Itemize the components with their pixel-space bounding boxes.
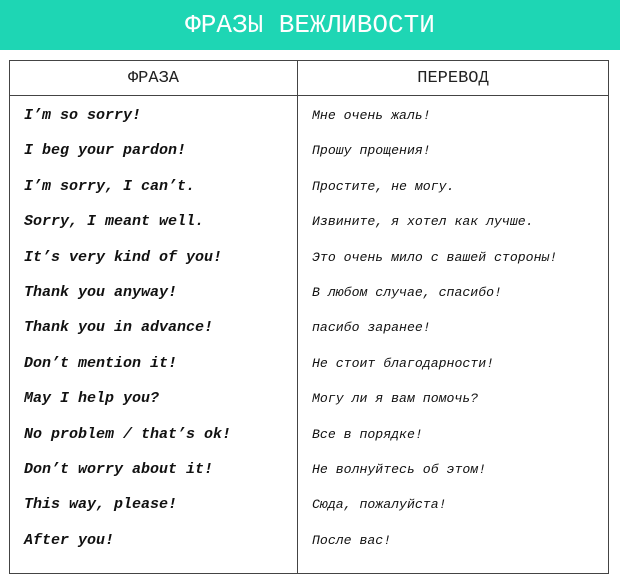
- table-row: [10, 454, 608, 489]
- table-row: [10, 348, 608, 383]
- phrase-ru: Это очень мило с вашей стороны!: [312, 249, 558, 265]
- phrase-en: May I help you?: [24, 390, 160, 408]
- page-title: ФРАЗЫ ВЕЖЛИВОСТИ: [185, 10, 435, 40]
- phrase-en: Thank you anyway!: [24, 283, 178, 301]
- phrase-ru: Могу ли я вам помочь?: [312, 391, 479, 407]
- phrase-en: I’m so sorry!: [24, 107, 142, 124]
- phrase-ru: Сюда, пожалуйста!: [312, 497, 447, 513]
- phrase-en: Sorry, I meant well.: [24, 213, 205, 231]
- table-row: [10, 489, 608, 524]
- table-header: [10, 61, 608, 96]
- phrase-ru: В любом случае, спасибо!: [312, 284, 502, 300]
- phrase-en: Don’t worry about it!: [24, 460, 214, 478]
- header-phrase: ФРАЗА: [127, 68, 179, 88]
- table-row: [10, 100, 608, 135]
- phrase-en: Thank you in advance!: [24, 319, 214, 337]
- phrase-en: Don’t mention it!: [24, 354, 178, 372]
- phrase-ru: Не волнуйтесь об этом!: [312, 461, 487, 477]
- table-row: [10, 171, 608, 206]
- table-row: [10, 419, 608, 454]
- phrase-en: I’m sorry, I can’t.: [24, 177, 196, 195]
- title-banner: [0, 0, 620, 50]
- phrase-ru: Прошу прощения!: [312, 143, 431, 159]
- phrase-ru: Все в порядке!: [312, 426, 423, 442]
- table-row: [10, 312, 608, 347]
- phrase-ru: пасибо заранее!: [312, 320, 431, 336]
- phrases-table: [9, 60, 609, 574]
- header-translation: ПЕРЕВОД: [417, 68, 489, 88]
- table-row: [10, 277, 608, 312]
- table-row: [10, 242, 608, 277]
- phrase-en: After you!: [24, 531, 115, 549]
- table-row: [10, 383, 608, 418]
- phrase-en: This way, please!: [24, 496, 178, 514]
- table-row: [10, 525, 608, 560]
- phrase-en: It’s very kind of you!: [24, 248, 223, 266]
- phrase-ru: Простите, не могу.: [312, 178, 455, 194]
- phrase-ru: Не стоит благодарности!: [312, 355, 495, 371]
- phrase-en: I beg your pardon!: [24, 142, 187, 160]
- table-row: [10, 135, 608, 170]
- phrase-ru: После вас!: [312, 532, 392, 548]
- phrase-ru: Мне очень жаль!: [312, 108, 431, 123]
- table-row: [10, 206, 608, 241]
- table-body: [10, 100, 608, 560]
- phrase-en: No problem / that’s ok!: [24, 425, 232, 443]
- phrase-ru: Извините, я хотел как лучше.: [312, 214, 534, 230]
